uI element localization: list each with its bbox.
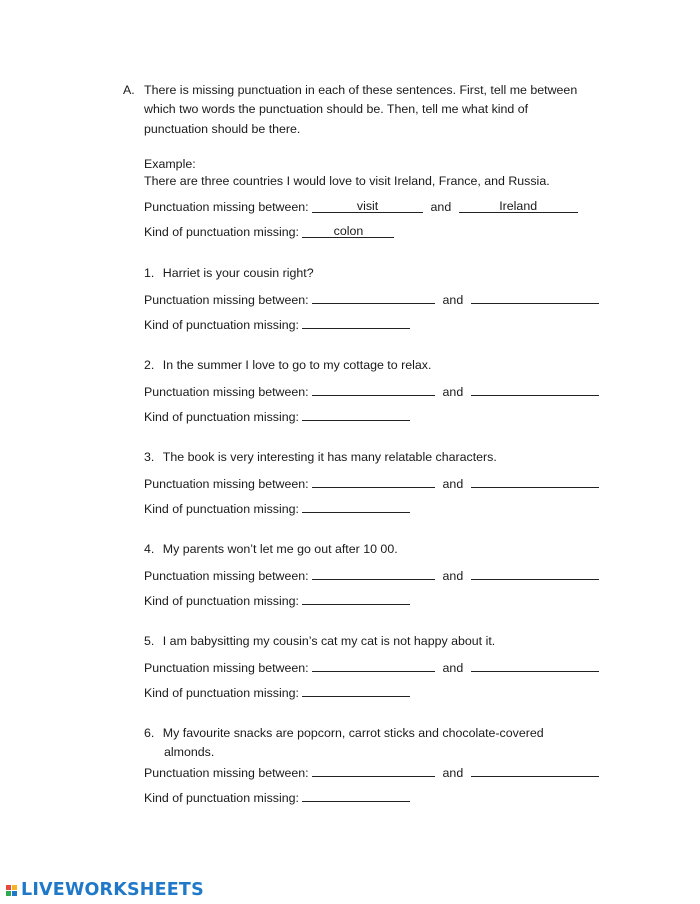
between-label: Punctuation missing between: <box>144 569 309 583</box>
liveworksheets-logo <box>6 880 204 900</box>
example-between-row <box>144 200 578 215</box>
kind-label: Kind of punctuation missing: <box>144 318 299 332</box>
question-number: 1. <box>144 266 155 280</box>
question-number: 3. <box>144 450 155 464</box>
instructions-line-2: which two words the punctuation should be. Then, tell me what kind of <box>144 102 529 116</box>
kind-label: Kind of punctuation missing: <box>144 594 299 608</box>
question-text: I am babysitting my cousin’s cat my cat is not happy about it. <box>162 634 496 648</box>
question-number: 5. <box>144 634 155 648</box>
kind-label: Kind of punctuation missing: <box>144 410 299 424</box>
example-word2-blank <box>459 200 578 213</box>
example-kind-answer: colon <box>333 224 364 238</box>
q1-kind-blank[interactable] <box>302 316 410 329</box>
q6-between-row <box>144 764 599 781</box>
question-1 <box>144 266 314 281</box>
question-6-continuation: almonds. <box>164 745 215 759</box>
q6-kind-row <box>144 789 410 806</box>
kind-label: Kind of punctuation missing: <box>144 791 299 805</box>
example-kind-row <box>144 225 394 240</box>
question-text: The book is very interesting it has many relatable characters. <box>162 450 497 464</box>
q4-word2-blank[interactable] <box>471 567 599 580</box>
section-letter: A. <box>123 83 135 97</box>
q5-between-row <box>144 659 599 676</box>
q4-between-row <box>144 567 599 584</box>
q4-word1-blank[interactable] <box>312 567 435 580</box>
q5-word2-blank[interactable] <box>471 659 599 672</box>
question-3 <box>144 450 497 465</box>
logo-text: LIVEWORKSHEETS <box>21 880 204 900</box>
q2-kind-row <box>144 408 410 425</box>
question-text: My favourite snacks are popcorn, carrot sticks and chocolate-covered <box>162 726 544 740</box>
question-number: 6. <box>144 726 155 740</box>
logo-mark-icon <box>6 883 19 898</box>
question-number: 2. <box>144 358 155 372</box>
example-word1-blank <box>312 200 423 213</box>
example-between-label: Punctuation missing between: <box>144 200 309 214</box>
q6-word1-blank[interactable] <box>312 764 435 777</box>
q4-kind-blank[interactable] <box>302 592 410 605</box>
question-text: In the summer I love to go to my cottage to relax. <box>162 358 432 372</box>
question-text: Harriet is your cousin right? <box>162 266 314 280</box>
q3-kind-blank[interactable] <box>302 500 410 513</box>
q2-word1-blank[interactable] <box>312 383 435 396</box>
and-label: and <box>442 293 464 307</box>
kind-label: Kind of punctuation missing: <box>144 686 299 700</box>
example-kind-label: Kind of punctuation missing: <box>144 225 299 239</box>
q4-kind-row <box>144 592 410 609</box>
between-label: Punctuation missing between: <box>144 661 309 675</box>
question-5 <box>144 634 495 649</box>
q3-word2-blank[interactable] <box>471 475 599 488</box>
and-label: and <box>442 569 464 583</box>
and-label: and <box>442 766 464 780</box>
between-label: Punctuation missing between: <box>144 766 309 780</box>
q2-word2-blank[interactable] <box>471 383 599 396</box>
and-label: and <box>442 385 464 399</box>
example-heading: Example: <box>144 157 196 171</box>
example-kind-blank <box>302 225 394 238</box>
q2-kind-blank[interactable] <box>302 408 410 421</box>
between-label: Punctuation missing between: <box>144 385 309 399</box>
q3-word1-blank[interactable] <box>312 475 435 488</box>
q5-word1-blank[interactable] <box>312 659 435 672</box>
q6-word2-blank[interactable] <box>471 764 599 777</box>
example-and-label: and <box>430 200 452 214</box>
question-6 <box>144 726 544 741</box>
q1-word1-blank[interactable] <box>312 291 435 304</box>
example-word2: Ireland <box>499 199 538 213</box>
q6-kind-blank[interactable] <box>302 789 410 802</box>
between-label: Punctuation missing between: <box>144 293 309 307</box>
q5-kind-row <box>144 684 410 701</box>
q1-word2-blank[interactable] <box>471 291 599 304</box>
q1-between-row <box>144 291 599 308</box>
q2-between-row <box>144 383 599 400</box>
question-2 <box>144 358 431 373</box>
question-number: 4. <box>144 542 155 556</box>
instructions-line-3: punctuation should be there. <box>144 122 301 136</box>
between-label: Punctuation missing between: <box>144 477 309 491</box>
q3-between-row <box>144 475 599 492</box>
and-label: and <box>442 477 464 491</box>
q1-kind-row <box>144 316 410 333</box>
example-sentence: There are three countries I would love to visit Ireland, France, and Russia. <box>144 174 550 188</box>
and-label: and <box>442 661 464 675</box>
question-4 <box>144 542 398 557</box>
example-word1: visit <box>356 199 379 213</box>
q5-kind-blank[interactable] <box>302 684 410 697</box>
q3-kind-row <box>144 500 410 517</box>
instructions-line-1: There is missing punctuation in each of these sentences. First, tell me between <box>144 83 578 97</box>
kind-label: Kind of punctuation missing: <box>144 502 299 516</box>
question-text: My parents won’t let me go out after 10 00. <box>162 542 398 556</box>
